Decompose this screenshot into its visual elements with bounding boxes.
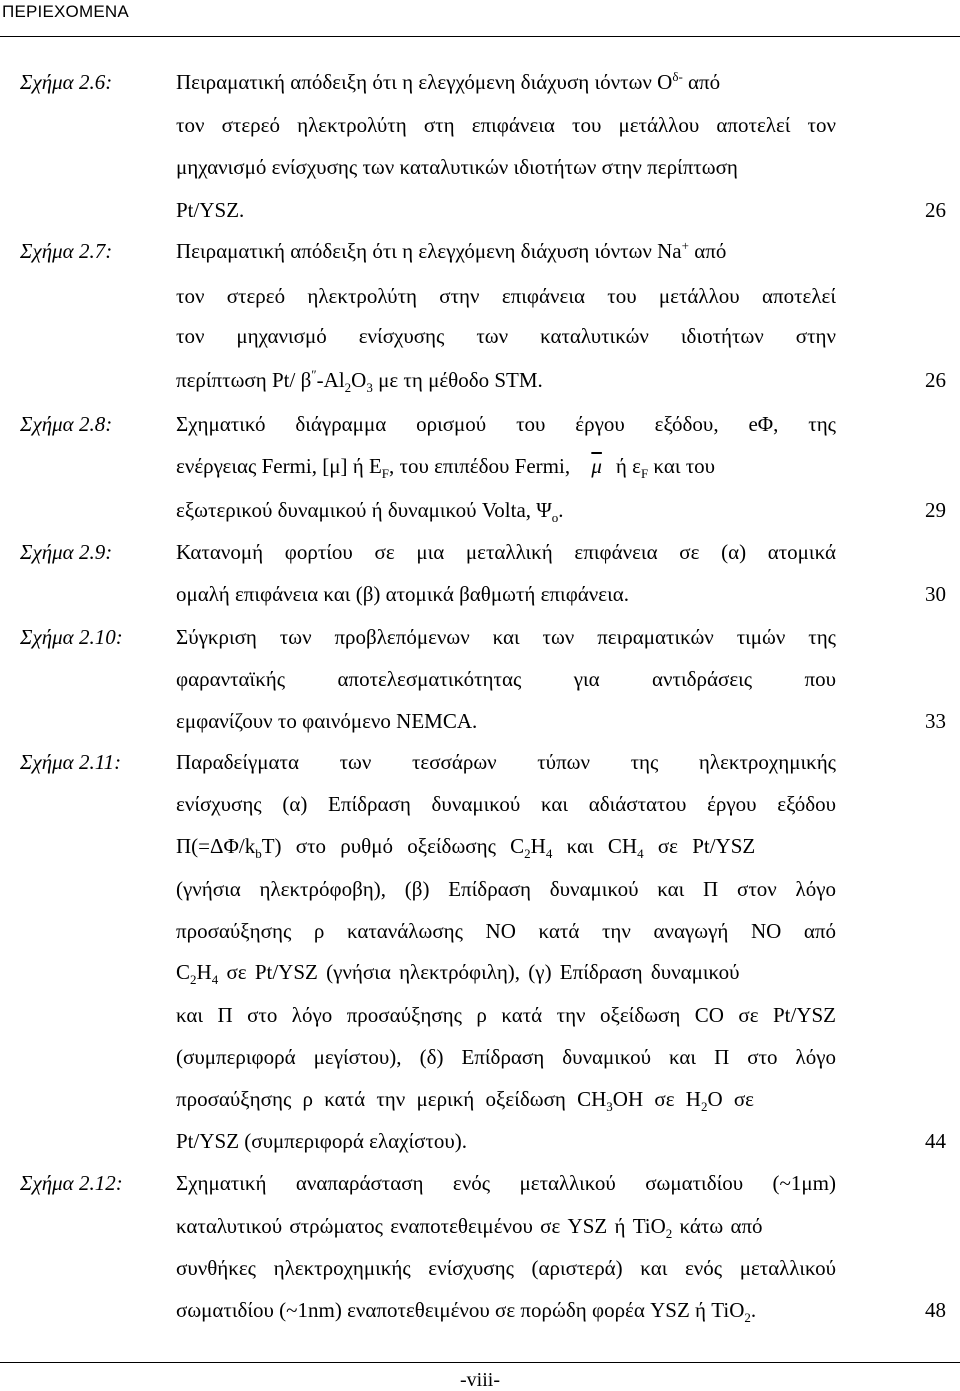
- toc-line: και Π στο λόγο προσαύξησης ρ κατά την οξείδωση CO σε Pt/YSZ: [176, 1003, 836, 1027]
- page-number: 30: [925, 582, 946, 606]
- toc-line: Σχηματικό διάγραμμα ορισμού του έργου εξόδου, eΦ, της: [176, 412, 836, 436]
- toc-line: εξωτερικού δυναμικού ή δυναμικού Volta, $\Psi_o$.: [176, 498, 564, 526]
- page-number: 29: [925, 498, 946, 522]
- page-title: ΠΕΡΙΕΧΟΜΕΝΑ: [2, 2, 129, 21]
- toc-line: Σχηματική αναπαράσταση ενός μεταλλικού σωματιδίου (~1μm): [176, 1171, 836, 1195]
- toc-line: μηχανισμό ενίσχυσης των καταλυτικών ιδιοτήτων στην περίπτωση: [176, 155, 738, 179]
- page-number: 44: [925, 1129, 946, 1153]
- toc-line: περίπτωση Pt/ $\beta''-Al_2O_3$ με τη μέθοδο STM.: [176, 367, 543, 396]
- toc-line: Πειραματική απόδειξη ότι η ελεγχόμενη διάχυση ιόντων $O^{\delta-}$ από: [176, 69, 721, 94]
- toc-line: Παραδείγματα των τεσσάρων τύπων της ηλεκτροχημικής: [176, 750, 836, 774]
- footer-page-label: -viii-: [460, 1369, 500, 1391]
- figure-label-2-11: Σχήμα 2.11:: [20, 750, 122, 774]
- toc-line: (γνήσια ηλεκτρόφοβη), (β) Επίδραση δυναμικού και Π στον λόγο: [176, 877, 836, 901]
- toc-line: εμφανίζουν το φαινόμενο NEMCA.: [176, 709, 478, 733]
- toc-line: τον στερεό ηλεκτρολύτη στη επιφάνεια του μετάλλου αποτελεί τον: [176, 113, 836, 137]
- toc-line: ενίσχυσης (α) Επίδραση δυναμικού και αδιάστατου έργου εξόδου: [176, 792, 836, 816]
- page-number: 33: [925, 709, 946, 733]
- toc-line: σωματιδίου (~1nm) εναποτεθειμένου σε πορώδη φορέα YSZ ή TiO$_2$.: [176, 1298, 757, 1326]
- toc-line: προσαύξησης ρ κατανάλωσης NO κατά την αναγωγή NO από: [176, 919, 836, 943]
- toc-line: φαρανταϊκής αποτελεσματικότητας για αντιδράσεις που: [176, 667, 836, 691]
- toc-line: προσαύξησης ρ κατά την μερική οξείδωση $CH_3OH$ σε $H_2O$ σε: [176, 1087, 754, 1115]
- toc-line: Σύγκριση των προβλεπόμενων και των πειραματικών τιμών της: [176, 625, 836, 649]
- header-divider: [0, 36, 960, 37]
- toc-line: ομαλή επιφάνεια και (β) ατομικά βαθμωτή επιφάνεια.: [176, 582, 630, 606]
- figure-label-2-6: Σχήμα 2.6:: [20, 70, 113, 94]
- toc-line: τον στερεό ηλεκτρολύτη στην επιφάνεια του μετάλλου αποτελεί: [176, 284, 836, 308]
- toc-line: Pt/YSZ (συμπεριφορά ελαχίστου).: [176, 1129, 468, 1153]
- footer-divider: [0, 1362, 960, 1363]
- toc-line: Κατανομή φορτίου σε μια μεταλλική επιφάνεια σε (α) ατομικά: [176, 540, 836, 564]
- toc-line: συνθήκες ηλεκτροχημικής ενίσχυσης (αριστερά) και ενός μεταλλικού: [176, 1256, 836, 1280]
- toc-line: (συμπεριφορά μεγίστου), (δ) Επίδραση δυναμικού και Π στο λόγο: [176, 1045, 836, 1069]
- figure-label-2-7: Σχήμα 2.7:: [20, 239, 113, 263]
- figure-label-2-10: Σχήμα 2.10:: [20, 625, 123, 649]
- toc-line: ενέργειας Fermi, [μ] ή $E_F$, του επιπέδου Fermi, $\overline{\mu}$ ή $\varepsilon_F$ και του: [176, 454, 716, 482]
- toc-line: τον μηχανισμό ενίσχυσης των καταλυτικών ιδιοτήτων στην: [176, 324, 836, 348]
- figure-label-2-8: Σχήμα 2.8:: [20, 412, 113, 436]
- toc-line: $C_2H_4$ σε Pt/YSZ (γνήσια ηλεκτρόφιλη), (γ) Επίδραση δυναμικού: [176, 960, 740, 988]
- toc-line: Pt/YSZ.: [176, 198, 245, 222]
- figure-label-2-9: Σχήμα 2.9:: [20, 540, 113, 564]
- toc-line: $\Pi(=\Delta\Phi/k_bT)$ στο ρυθμό οξείδωσης $C_2H_4$ και $CH_4$ σε Pt/YSZ: [176, 834, 756, 862]
- figure-label-2-12: Σχήμα 2.12:: [20, 1171, 123, 1195]
- page-number: 26: [925, 368, 946, 392]
- page-number: 48: [925, 1298, 946, 1322]
- page-number: 26: [925, 198, 946, 222]
- toc-line: καταλυτικού στρώματος εναποτεθειμένου σε YSZ ή TiO$_2$ κάτω από: [176, 1214, 763, 1242]
- toc-line: Πειραματική απόδειξη ότι η ελεγχόμενη διάχυση ιόντων Na+ από: [176, 238, 727, 263]
